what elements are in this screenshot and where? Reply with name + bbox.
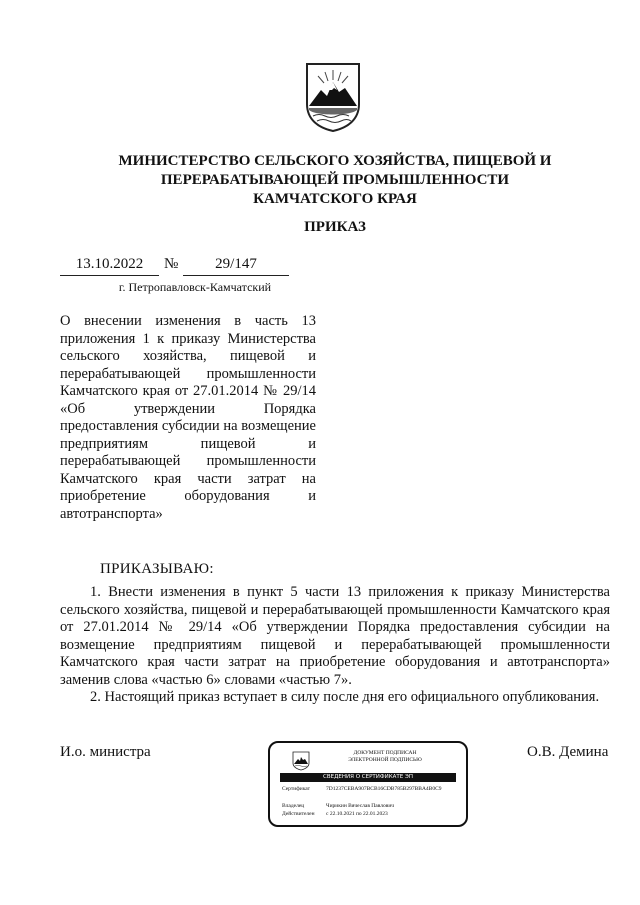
order-number: 29/147 xyxy=(215,256,257,272)
owner-value: Чирикин Вячеслав Павлович xyxy=(326,803,395,809)
document-title: ПРИКАЗ xyxy=(304,219,366,235)
signer-name: О.В. Демина xyxy=(527,744,609,760)
stamp-certificate-bar: СВЕДЕНИЯ О СЕРТИФИКАТЕ ЭП xyxy=(280,773,456,782)
valid-value: с 22.10.2021 по 22.01.2023 xyxy=(326,811,388,817)
order-date: 13.10.2022 xyxy=(75,256,144,272)
order-city: г. Петропавловск-Камчатский xyxy=(118,280,272,294)
stamp-title-line-1: ДОКУМЕНТ ПОДПИСАН xyxy=(353,750,417,756)
cert-label: Сертификат xyxy=(282,786,310,792)
cert-value: 7D1237CEBA907BCB16CDB785B297BBA4B0C9 xyxy=(326,786,442,792)
ministry-line-3: КАМЧАТСКОГО КРАЯ xyxy=(253,191,417,207)
kamchatka-emblem-icon xyxy=(303,60,363,132)
order-body xyxy=(60,584,610,707)
number-underline xyxy=(183,275,289,276)
ministry-line-2: ПЕРЕРАБАТЫВАЮЩЕЙ ПРОМЫШЛЕННОСТИ xyxy=(160,172,510,188)
ministry-header xyxy=(60,152,610,209)
valid-label: Действителен xyxy=(282,811,315,817)
stamp-title xyxy=(320,750,450,764)
paragraph-2: 2. Настоящий приказ вступает в силу после дня его официального опубликования. xyxy=(90,689,600,705)
order-subject: О внесении изменения в часть 13 приложения 1 к приказу Министерства сельского хозяйства, пищевой и перерабатывающей промышленности Камчатского края от 27.01.2014 № 29/14 «Об утверждении Порядка предоставления субсидии на возмещение предприятиям пищевой и перерабатывающей промышленности Камчатского края части затрат на приобретение оборудования и автотранспорта» xyxy=(60,313,316,522)
command-word: ПРИКАЗЫВАЮ: xyxy=(100,561,214,577)
date-underline xyxy=(60,275,159,276)
paragraph-1: 1. Внести изменения в пункт 5 части 13 приложения к приказу Министерства сельского хозяйства, пищевой и перерабатывающей промышленности Камчатского края от 27.01.2014 № 29/14 «Об утверждении Порядка предоставления субсидии на возмещение предприятиям пищевой и перерабатывающей промышленности Камчатского края части затрат на приобретение оборудования и автотранспорта» заменив слова «частью 6» словами «частью 7». xyxy=(60,584,610,688)
ministry-line-1: МИНИСТЕРСТВО СЕЛЬСКОГО ХОЗЯЙСТВА, ПИЩЕВОЙ И xyxy=(118,153,552,169)
stamp-title-line-2: ЭЛЕКТРОННОЙ ПОДПИСЬЮ xyxy=(348,757,422,763)
stamp-emblem-icon xyxy=(292,751,310,771)
signer-role: И.о. министра xyxy=(60,744,151,760)
number-sign: № xyxy=(164,256,179,272)
electronic-signature-stamp xyxy=(268,741,468,827)
owner-label: Владелец xyxy=(282,803,305,809)
